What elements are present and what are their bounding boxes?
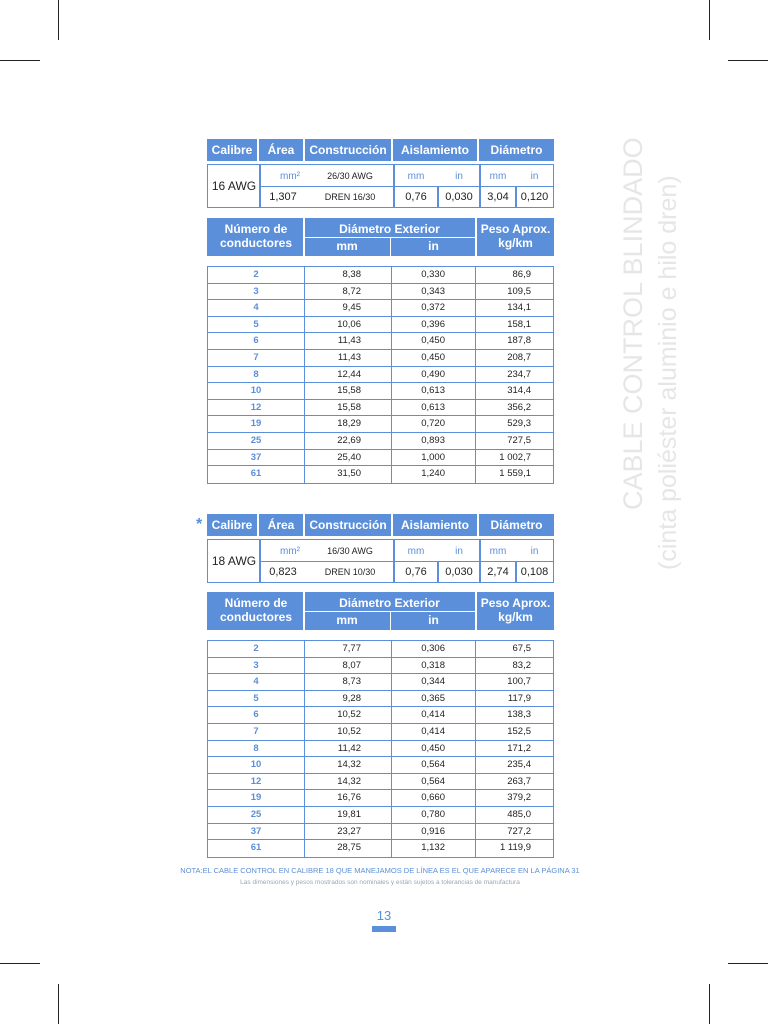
divider (437, 561, 439, 582)
diameter-in: 0,660 (421, 792, 445, 804)
table-row (208, 757, 553, 774)
data-table-16awg (207, 266, 554, 484)
header-diametro: Diámetro (490, 518, 543, 532)
diameter-mm: 10,52 (337, 726, 361, 737)
area-unit: mm² (280, 545, 300, 557)
weight-kg-km: 529,3 (507, 418, 531, 430)
header-in: in (428, 239, 439, 253)
crop-mark (58, 984, 59, 1024)
table-row (208, 367, 553, 384)
diameter-mm: 18,29 (337, 418, 361, 430)
diameter-mm: 28,75 (337, 842, 361, 854)
diameter-mm: 16,76 (337, 792, 361, 804)
conductor-count: 12 (250, 775, 262, 787)
table-row (208, 658, 553, 675)
weight-kg-km: 234,7 (507, 368, 531, 380)
diameter-in: 0,344 (421, 676, 445, 688)
diam-mm-value: 2,74 (487, 566, 509, 578)
table-row (208, 450, 553, 467)
diameter-in: 0,318 (421, 659, 445, 671)
conductor-count: 61 (250, 842, 262, 854)
header-diametro-exterior: Diámetro Exterior (339, 596, 440, 610)
table-row (208, 350, 553, 367)
conductor-count: 10 (250, 759, 262, 771)
weight-kg-km: 1 559,1 (499, 468, 531, 480)
table-row (208, 267, 553, 284)
table-row (208, 840, 553, 857)
weight-kg-km: 152,5 (507, 726, 531, 737)
diameter-in: 0,414 (421, 709, 445, 721)
diameter-in: 0,893 (421, 435, 445, 446)
page-number-bar (372, 926, 396, 932)
weight-kg-km: 158,1 (507, 318, 531, 330)
divider (515, 186, 517, 207)
conductor-count: 37 (250, 451, 262, 463)
table-row (208, 741, 553, 758)
diameter-mm: 11,42 (337, 742, 361, 754)
divider (475, 592, 477, 630)
table-row (208, 400, 553, 417)
header-peso-unit: kg/km (498, 236, 533, 250)
diameter-in: 0,450 (421, 352, 445, 363)
conductor-count: 7 (253, 726, 259, 737)
diameter-mm: 14,32 (337, 775, 361, 787)
diameter-in: 0,490 (421, 368, 445, 380)
diameter-in: 1,000 (421, 451, 445, 463)
divider (390, 238, 391, 256)
weight-kg-km: 727,5 (507, 435, 531, 446)
header-peso: Peso Aprox. (480, 596, 551, 610)
divider (437, 186, 439, 207)
weight-kg-km: 1 002,7 (499, 451, 531, 463)
table-row (208, 317, 553, 334)
diameter-in: 0,396 (421, 318, 445, 330)
conductor-count: 7 (253, 352, 259, 363)
divider (475, 218, 477, 256)
weight-kg-km: 138,3 (507, 709, 531, 721)
conductor-count: 37 (250, 825, 262, 837)
header-calibre: Calibre (207, 139, 259, 161)
data-header-18awg (207, 592, 554, 630)
header-mm: mm (336, 613, 358, 627)
crop-mark (0, 60, 40, 61)
header-peso-unit: kg/km (498, 610, 533, 624)
aisl-unit-in: in (455, 545, 463, 557)
aisl-mm-value: 0,76 (405, 191, 427, 203)
diameter-mm: 15,58 (337, 385, 361, 397)
header-numero-conductores: Número de conductores (219, 222, 292, 250)
diameter-mm: 8,72 (342, 285, 361, 297)
conductor-count: 8 (253, 368, 259, 380)
table-row (208, 300, 553, 317)
table-row (208, 433, 553, 450)
aisl-unit-in: in (455, 170, 463, 182)
table-row (208, 774, 553, 791)
diam-unit-in: in (530, 170, 539, 182)
diameter-in: 0,450 (421, 335, 445, 347)
weight-kg-km: 356,2 (507, 401, 531, 413)
crop-mark (709, 984, 710, 1024)
spec-table-16awg (207, 164, 554, 208)
diameter-in: 0,613 (421, 401, 445, 413)
diameter-mm: 10,06 (337, 318, 361, 330)
conductor-count: 12 (250, 401, 262, 413)
diameter-in: 0,343 (421, 285, 445, 297)
weight-kg-km: 1 119,9 (500, 842, 531, 854)
crop-mark (709, 0, 710, 40)
weight-kg-km: 171,2 (507, 742, 531, 754)
weight-kg-km: 727,2 (507, 825, 531, 837)
diameter-in: 0,916 (421, 825, 445, 837)
construccion-bottom: DREN 10/30 (324, 567, 376, 577)
diameter-in: 0,372 (421, 302, 445, 314)
table-row (208, 824, 553, 841)
conductor-count: 19 (250, 792, 262, 804)
aisl-in-value: 0,030 (445, 566, 473, 578)
area-value: 1,307 (269, 191, 297, 203)
header-aislamiento: Aislamiento (393, 139, 479, 161)
crop-mark (58, 0, 59, 40)
header-diametro-exterior: Diámetro Exterior (339, 222, 440, 236)
table-row (208, 466, 553, 483)
diameter-in: 0,564 (421, 759, 445, 771)
diameter-mm: 15,58 (337, 401, 361, 413)
construccion-bottom: DREN 16/30 (324, 192, 376, 202)
weight-kg-km: 117,9 (507, 692, 531, 704)
diameter-in: 1,132 (421, 842, 445, 854)
crop-mark (728, 60, 768, 61)
table-row (208, 416, 553, 433)
header-in: in (428, 613, 439, 627)
conductor-count: 3 (253, 285, 259, 297)
diameter-mm: 14,32 (337, 759, 361, 771)
aisl-in-value: 0,030 (445, 191, 473, 203)
diameter-mm: 7,77 (342, 643, 361, 654)
diameter-mm: 9,28 (342, 692, 361, 704)
table-row (208, 724, 553, 741)
area-value: 0,823 (269, 566, 297, 578)
table-row (208, 707, 553, 724)
diameter-in: 0,330 (421, 269, 445, 280)
conductor-count: 8 (253, 742, 259, 754)
conductor-count: 10 (250, 385, 262, 397)
diam-unit-mm: mm (489, 170, 507, 182)
diameter-in: 0,564 (421, 775, 445, 787)
weight-kg-km: 86,9 (512, 269, 531, 280)
divider (515, 561, 517, 582)
table-row (208, 691, 553, 708)
header-peso: Peso Aprox. (480, 222, 551, 236)
diam-mm-value: 3,04 (487, 191, 509, 203)
conductor-count: 4 (253, 302, 259, 314)
spec-table-18awg (207, 539, 554, 583)
diam-in-value: 0,108 (520, 566, 549, 578)
area-unit: mm² (280, 170, 300, 182)
conductor-count: 6 (253, 335, 259, 347)
conductor-count: 25 (250, 809, 262, 820)
table-row (208, 333, 553, 350)
header-diametro: Diámetro (490, 143, 543, 157)
diam-unit-in: in (530, 545, 539, 557)
spec-header-18awg (207, 514, 554, 536)
table-row (208, 383, 553, 400)
side-title-line2: (cinta poliéster aluminio e hilo dren) (654, 175, 682, 570)
diameter-mm: 9,45 (342, 302, 361, 314)
table-row (208, 641, 553, 658)
conductor-count: 2 (253, 643, 259, 654)
diameter-in: 0,306 (421, 643, 445, 654)
diameter-in: 0,450 (421, 742, 445, 754)
weight-kg-km: 134,1 (507, 302, 531, 314)
calibre-value: 18 AWG (211, 554, 257, 568)
weight-kg-km: 83,2 (512, 659, 531, 671)
diameter-mm: 8,07 (342, 659, 361, 671)
spec-header-16awg (207, 139, 554, 161)
weight-kg-km: 187,8 (507, 335, 531, 347)
diameter-mm: 19,81 (337, 809, 361, 820)
conductor-count: 61 (250, 468, 262, 480)
divider (390, 612, 391, 630)
diameter-in: 0,414 (421, 726, 445, 737)
side-title-line1: CABLE CONTROL BLINDADO (618, 137, 648, 510)
crop-mark (0, 963, 40, 964)
diameter-mm: 23,27 (337, 825, 361, 837)
diameter-mm: 31,50 (337, 468, 361, 480)
conductor-count: 25 (250, 435, 262, 446)
construccion-top: 26/30 AWG (327, 171, 373, 181)
diameter-mm: 11,43 (337, 352, 361, 363)
table-row (208, 807, 553, 824)
diameter-mm: 22,69 (337, 435, 361, 446)
weight-kg-km: 235,4 (507, 759, 531, 771)
data-table-18awg (207, 640, 554, 858)
diameter-in: 0,613 (421, 385, 445, 397)
aisl-unit-mm: mm (407, 170, 425, 182)
header-area: Área (259, 514, 305, 536)
note-text: NOTA:EL CABLE CONTROL EN CALIBRE 18 QUE MANEJAMOS DE LÍNEA ES EL QUE APARECE EN LA PÁGINA 31 (180, 866, 580, 875)
diameter-mm: 10,52 (337, 709, 361, 721)
crop-mark (728, 963, 768, 964)
weight-kg-km: 263,7 (507, 775, 531, 787)
conductor-count: 6 (253, 709, 259, 721)
diameter-mm: 8,73 (342, 676, 361, 688)
diam-unit-mm: mm (489, 545, 507, 557)
diameter-mm: 8,38 (342, 269, 361, 280)
diameter-in: 0,780 (421, 809, 445, 820)
header-area: Área (259, 139, 305, 161)
divider (260, 186, 554, 187)
conductor-count: 5 (253, 318, 259, 330)
conductor-count: 4 (253, 676, 259, 688)
header-calibre: Calibre (207, 514, 259, 536)
diameter-mm: 12,44 (337, 368, 361, 380)
diameter-in: 1,240 (421, 468, 445, 480)
table-row (208, 284, 553, 301)
aisl-mm-value: 0,76 (405, 566, 427, 578)
weight-kg-km: 485,0 (507, 809, 531, 820)
table-row (208, 790, 553, 807)
conductor-count: 19 (250, 418, 262, 430)
aisl-unit-mm: mm (407, 545, 425, 557)
header-mm: mm (336, 239, 358, 253)
weight-kg-km: 379,2 (507, 792, 531, 804)
conductor-count: 5 (253, 692, 259, 704)
header-construccion: Construcción (305, 514, 393, 536)
weight-kg-km: 314,4 (507, 385, 531, 397)
calibre-value: 16 AWG (211, 179, 257, 193)
side-title (618, 100, 698, 570)
diam-in-value: 0,120 (520, 191, 549, 203)
data-header-16awg (207, 218, 554, 256)
diameter-mm: 25,40 (337, 451, 361, 463)
divider (260, 561, 554, 562)
header-aislamiento: Aislamiento (393, 514, 479, 536)
table-row (208, 674, 553, 691)
diameter-in: 0,720 (421, 418, 445, 430)
diameter-mm: 11,43 (337, 335, 361, 347)
construccion-top: 16/30 AWG (327, 546, 373, 556)
conductor-count: 2 (253, 269, 259, 280)
weight-kg-km: 100,7 (507, 676, 531, 688)
disclaimer-text: Las dimensiones y pesos mostrados son nominales y están sujetos a tolerancias de manufactura (240, 879, 520, 886)
weight-kg-km: 208,7 (507, 352, 531, 363)
weight-kg-km: 67,5 (512, 643, 531, 654)
diameter-in: 0,365 (421, 692, 445, 704)
header-construccion: Construcción (305, 139, 393, 161)
weight-kg-km: 109,5 (507, 285, 531, 297)
conductor-count: 3 (253, 659, 259, 671)
asterisk-mark: * (196, 516, 203, 533)
page-number: 13 (376, 908, 392, 923)
header-numero-conductores: Número de conductores (219, 596, 292, 624)
